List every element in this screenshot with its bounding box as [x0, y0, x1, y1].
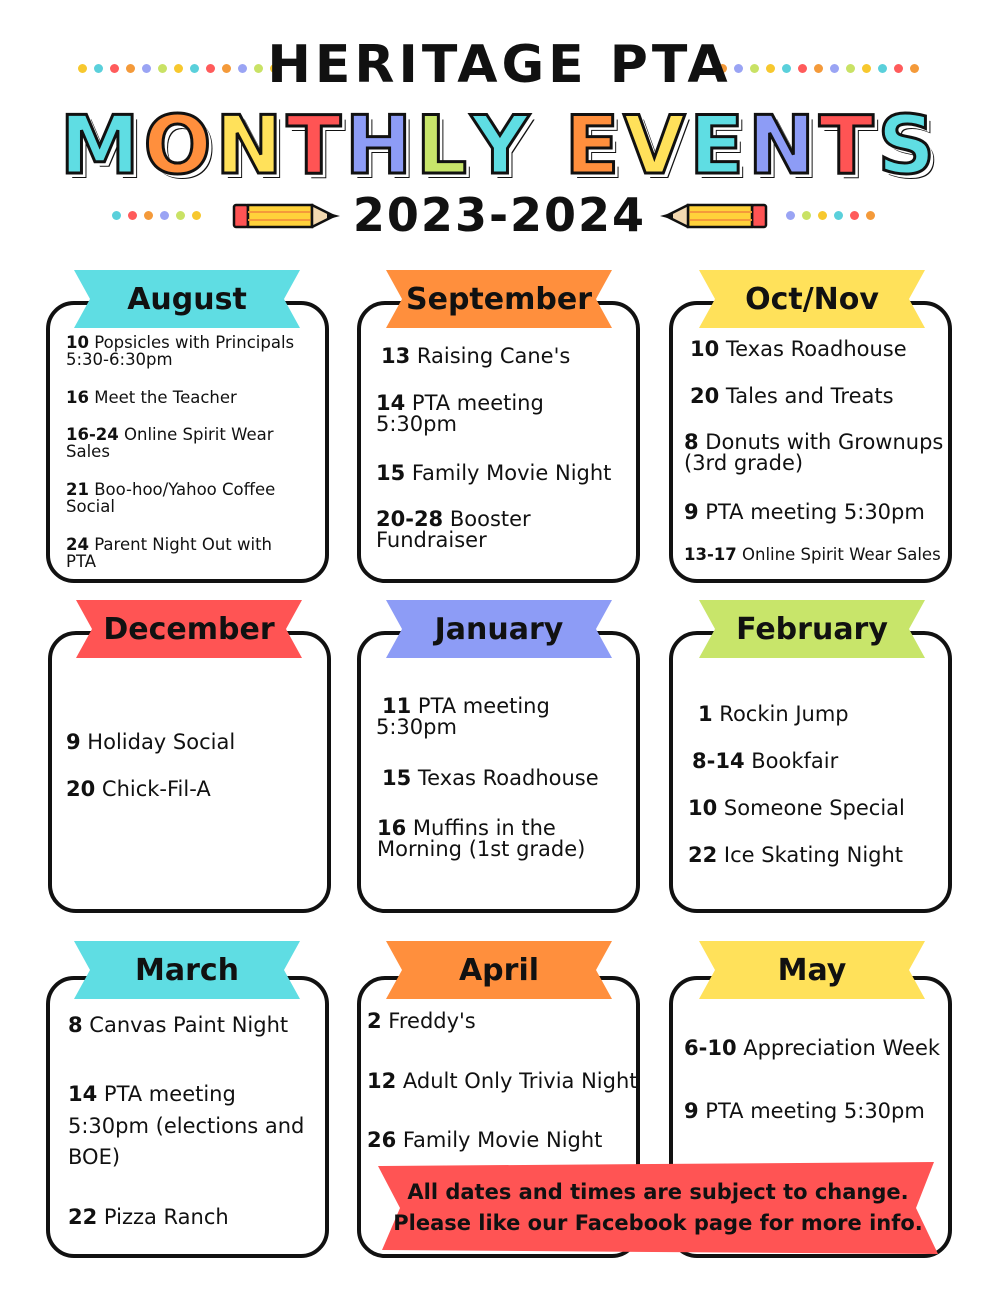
title-letter: E [689, 98, 748, 192]
title-letter: O [143, 98, 216, 192]
event-april-3: 26 Family Movie Night [367, 1128, 603, 1152]
ribbon-september [386, 270, 612, 328]
month-name-january: January [434, 611, 564, 647]
title-letter: T [286, 98, 346, 192]
event-february-1: 1 Rockin Jump [698, 702, 849, 726]
event-octnov-4: 9 PTA meeting 5:30pm [684, 500, 925, 524]
event-december-2: 20 Chick-Fil-A [66, 777, 211, 801]
event-may-1: 6-10 Appreciation Week [684, 1036, 941, 1060]
event-march-2: 14 PTA meeting 5:30pm (elections and BOE) [68, 1082, 305, 1169]
ribbon-january [386, 600, 612, 658]
month-name-september: September [406, 281, 592, 317]
notice-line-1: All dates and times are subject to change. [407, 1179, 909, 1204]
event-march-1: 8 Canvas Paint Night [68, 1013, 289, 1037]
event-august-5: 24 Parent Night Out with PTA [66, 535, 273, 571]
month-name-december: December [103, 611, 275, 647]
org-title: HERITAGE PTA [267, 35, 732, 95]
month-name-march: March [134, 952, 240, 988]
ribbon-march [74, 941, 300, 999]
pencil-icon-right [656, 200, 768, 232]
ribbon-february [699, 600, 925, 658]
notice-line-2: Please like our Facebook page for more info. [393, 1211, 923, 1235]
title-letter [533, 99, 565, 192]
event-august-3: 16-24 Online Spirit Wear Sales [66, 425, 274, 461]
event-september-1: 13 Raising Cane's [381, 344, 571, 368]
event-octnov-1: 10 Texas Roadhouse [690, 337, 907, 361]
event-april-1: 2 Freddy's [367, 1009, 476, 1033]
card-december [48, 631, 331, 913]
event-may-2: 9 PTA meeting 5:30pm [684, 1099, 925, 1123]
title-letter: E [564, 98, 624, 192]
ribbon-august [74, 270, 300, 328]
event-august-1: 10 Popsicles with Principals 5:30-6:30pm [66, 333, 295, 369]
event-september-2: 14 PTA meeting 5:30pm [376, 391, 544, 436]
title-letter: V [623, 98, 690, 192]
school-year: 2023-2024 [352, 188, 647, 242]
month-name-april: April [458, 952, 540, 988]
month-name-august: August [127, 281, 247, 317]
month-name-may: May [777, 952, 847, 988]
notice-banner [378, 1162, 938, 1254]
ribbon-octnov [699, 270, 925, 328]
title-letter: N [747, 98, 819, 192]
event-octnov-3: 8 Donuts with Grownups (3rd grade) [684, 430, 944, 475]
title-letter: S [877, 98, 940, 192]
event-february-3: 10 Someone Special [688, 796, 905, 820]
title-letter: L [415, 98, 471, 192]
title-letter: N [215, 98, 287, 192]
event-march-3: 22 Pizza Ranch [68, 1205, 229, 1229]
event-august-4: 21 Boo-hoo/Yahoo Coffee Social [66, 480, 276, 516]
event-august-2: 16 Meet the Teacher [66, 388, 237, 407]
event-april-2: 12 Adult Only Trivia Night [367, 1069, 638, 1093]
event-octnov-5: 13-17 Online Spirit Wear Sales [684, 545, 941, 564]
event-february-2: 8-14 Bookfair [692, 749, 839, 773]
title-letter: H [345, 98, 416, 192]
ribbon-december [76, 600, 302, 658]
event-february-4: 22 Ice Skating Night [688, 843, 904, 867]
title-letter: M [59, 98, 144, 192]
event-december-1: 9 Holiday Social [66, 730, 236, 754]
event-octnov-2: 20 Tales and Treats [690, 384, 894, 408]
event-september-4: 20-28 Booster Fundraiser [376, 507, 531, 552]
ribbon-may [699, 941, 925, 999]
event-january-3: 16 Muffins in the Morning (1st grade) [377, 816, 586, 861]
page-title [0, 100, 999, 190]
title-letter: Y [470, 98, 533, 192]
month-name-february: February [736, 611, 888, 647]
event-january-1: 11 PTA meeting 5:30pm [376, 694, 550, 739]
month-name-octnov: Oct/Nov [745, 281, 879, 317]
event-september-3: 15 Family Movie Night [376, 461, 612, 485]
title-letter: T [818, 98, 878, 192]
event-january-2: 15 Texas Roadhouse [382, 766, 599, 790]
ribbon-april [386, 941, 612, 999]
